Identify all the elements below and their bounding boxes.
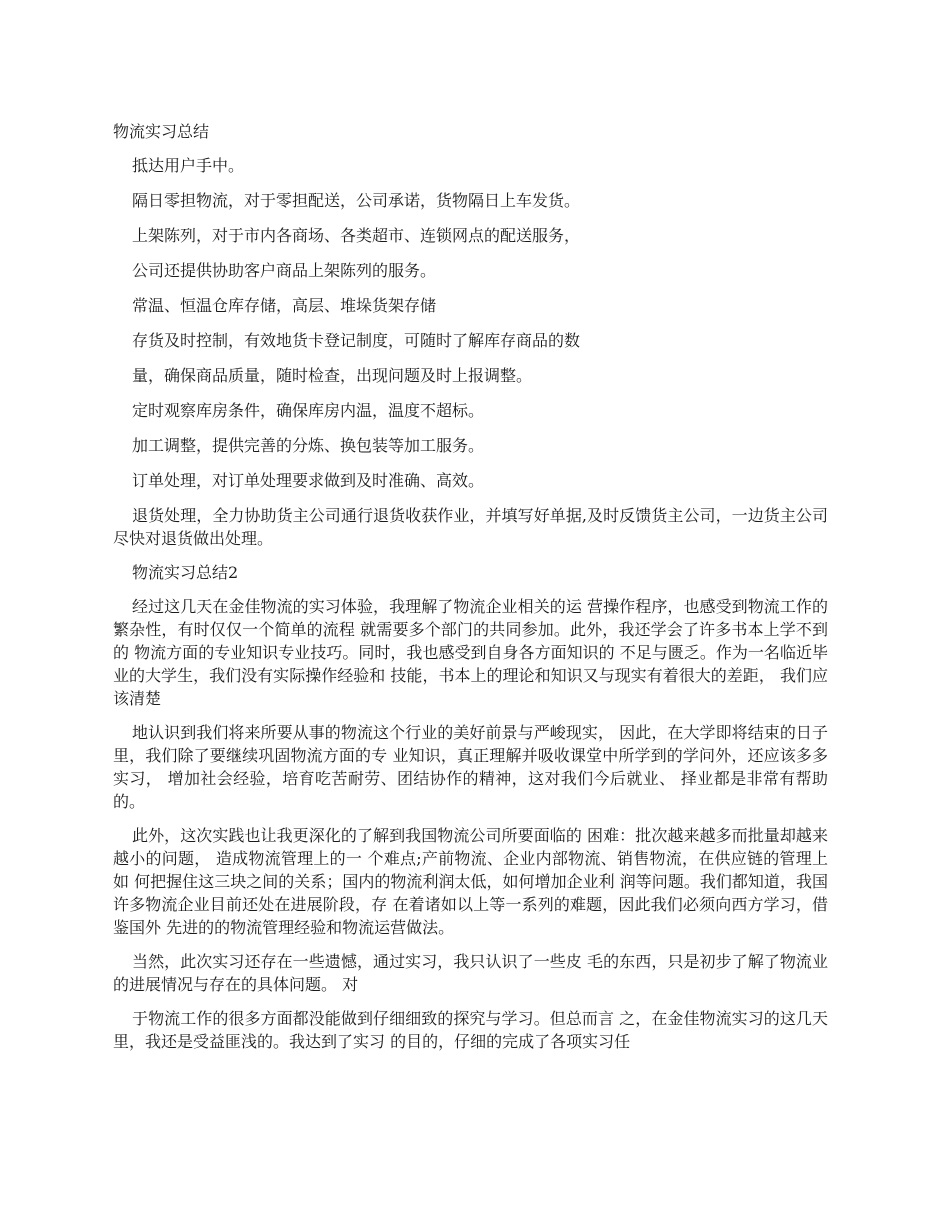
text-line: 公司还提供协助客户商品上架陈列的服务。: [132, 261, 437, 280]
text-line: 量，确保商品质量，随时检查，出现问题及时上报调整。: [132, 366, 533, 385]
document-page: [113, 120, 828, 1064]
text-line: 抵达用户手中。: [132, 156, 245, 175]
text-line: 上架陈列，对于市内各商场、各类超市、连锁网点的配送服务，: [132, 226, 581, 245]
body-paragraph: 此外，这次实践也让我更深化的了解到我国物流公司所要面临的 困难：批次越来越多而批量却越来越小的问题， 造成物流管理上的一 个难点;产前物流、企业内部物流、销售物流，在供应链的管理上如 何把握住这三块之间的关系；国内的物流利润太低，如何增加企业利 润等问题。我们都知道，我国许多物流企业目前还处在进展阶段，存 在着诸如以上等一系列的难题，因此我们必须向西方学习，借鉴国外 先进的的物流管理经验和物流运营做法。: [113, 826, 828, 937]
text-line: 订单处理，对订单处理要求做到及时准确、高效。: [132, 471, 485, 490]
body-paragraph: 于物流工作的很多方面都没能做到仔细细致的探究与学习。但总而言 之，在金佳物流实习的这几天里，我还是受益匪浅的。我达到了实习 的目的，仔细的完成了各项实习任: [113, 1009, 828, 1051]
text-line: 定时观察库房条件，确保库房内温，温度不超标。: [132, 401, 485, 420]
text-line: 存货及时控制，有效地货卡登记制度，可随时了解库存商品的数: [132, 331, 581, 350]
body-paragraph: 经过这几天在金佳物流的实习体验，我理解了物流企业相关的运 营操作程序，也感受到物流工作的繁杂性，有时仅仅一个简单的流程 就需要多个部门的共同参加。此外，我还学会了许多书本上学不到的 物流方面的专业知识专业技巧。同时，我也感受到自身各方面知识的 不足与匮乏。作为一名临近毕业的大学生，我们没有实际操作经验和 技能，书本上的理论和知识又与现实有着很大的差距， 我们应该清楚: [113, 597, 828, 708]
section-subtitle: 物流实习总结2: [132, 563, 239, 582]
text-line: 隔日零担物流，对于零担配送，公司承诺，货物隔日上车发货。: [132, 191, 581, 210]
text-line: 加工调整，提供完善的分炼、换包装等加工服务。: [132, 436, 485, 455]
document-title: 物流实习总结: [113, 122, 210, 141]
return-paragraph: 退货处理，全力协助货主公司通行退货收获作业，并填写好单据,及时反馈货主公司，一边货主公司尽快对退货做出处理。: [113, 506, 828, 548]
body-paragraph: 地认识到我们将来所要从事的物流这个行业的美好前景与严峻现实， 因此，在大学即将结束的日子里，我们除了要继续巩固物流方面的专 业知识，真正理解并吸收课堂中所学到的学问外，还应该多多实习， 增加社会经验，培育吃苦耐劳、团结协作的精神，这对我们今后就业、 择业都是非常有帮助的。: [113, 723, 828, 811]
body-paragraph: 当然，此次实习还存在一些遗憾，通过实习，我只认识了一些皮 毛的东西，只是初步了解了物流业的进展情况与存在的具体问题。 对: [113, 952, 828, 994]
text-line: 常温、恒温仓库存储，高层、堆垛货架存储: [132, 296, 437, 315]
